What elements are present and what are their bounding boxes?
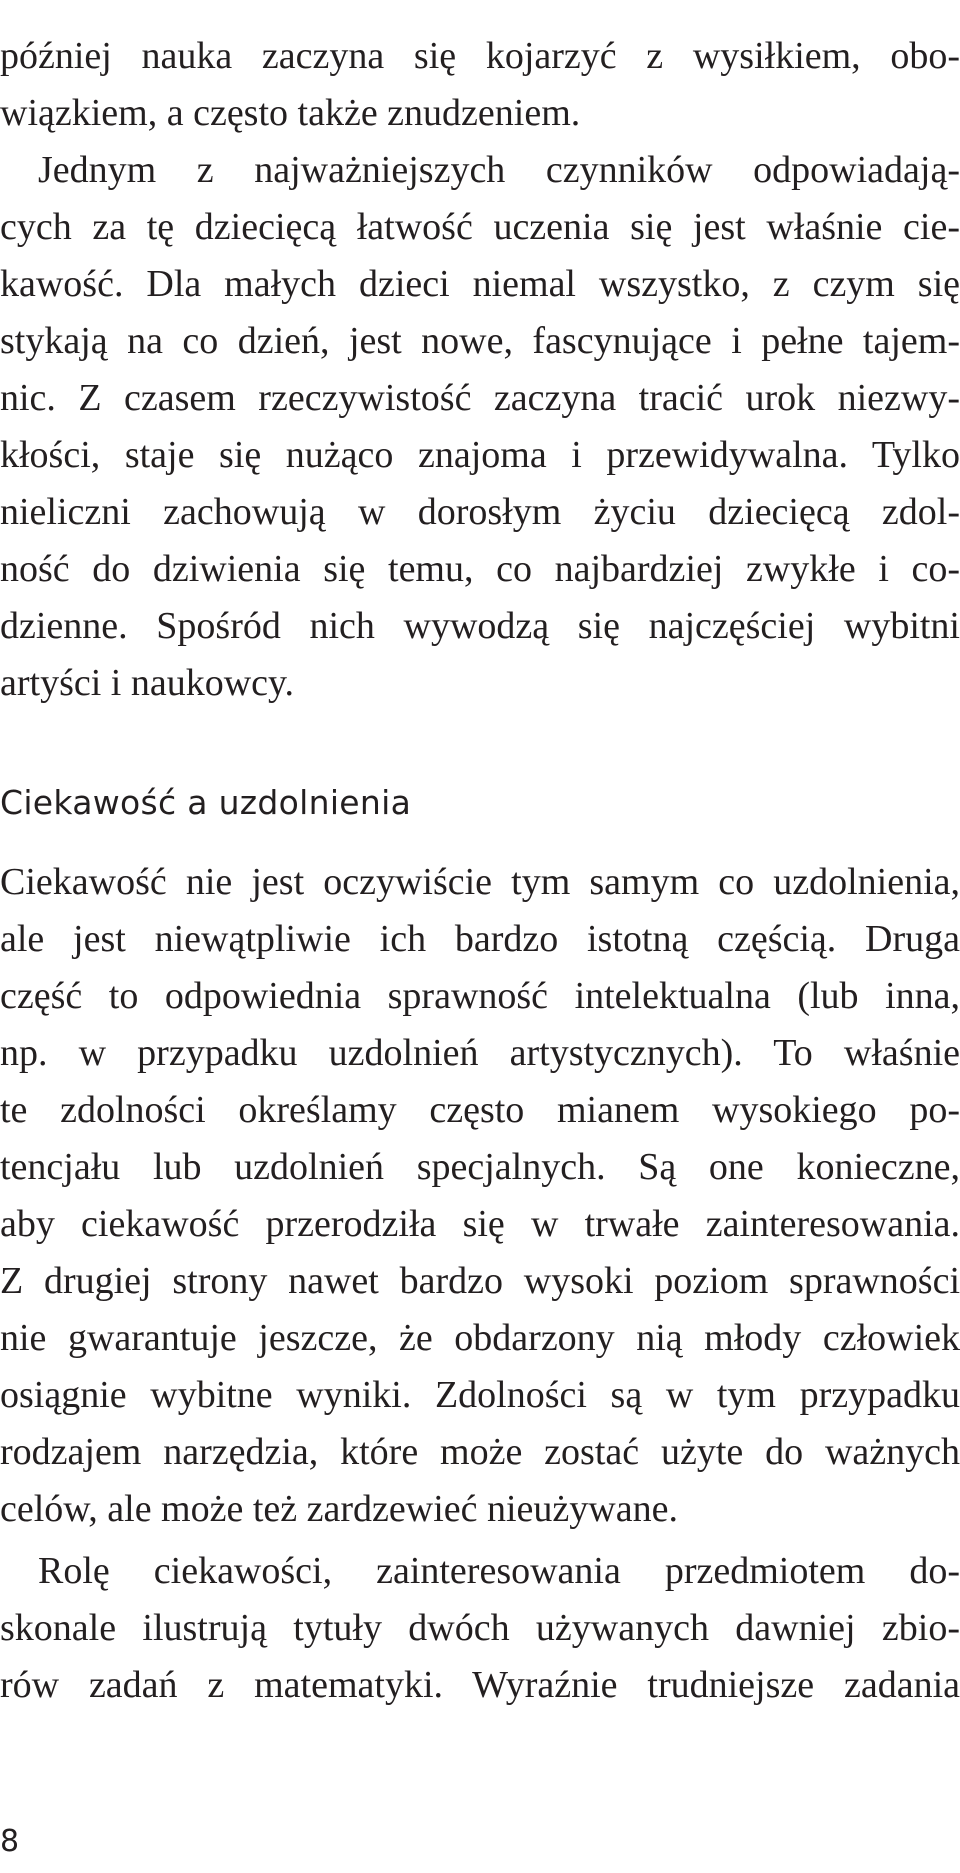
text-line: cych za tę dziecięcą łatwość uczenia się jest właśnie cie- — [0, 206, 960, 248]
text-line: wiązkiem, a często także znudzeniem. — [0, 92, 581, 134]
text-line: rów zadań z matematyki. Wyraźnie trudniejsze zadania — [0, 1664, 960, 1706]
text-line: Rolę ciekawości, zainteresowania przedmiotem do- — [38, 1550, 960, 1592]
paragraph-curiosity-childhood — [0, 28, 960, 712]
text-line: nieliczni zachowują w dorosłym życiu dziecięcą zdol- — [0, 491, 960, 533]
text-line: dzienne. Spośród nich wywodzą się najczęściej wybitni — [0, 605, 960, 647]
text-line: Ciekawość nie jest oczywiście tym samym co uzdolnienia, — [0, 861, 960, 903]
text-line: te zdolności określamy często mianem wysokiego po- — [0, 1089, 960, 1131]
text-line: artyści i naukowcy. — [0, 662, 295, 704]
text-line: aby ciekawość przerodziła się w trwałe zainteresowania. — [0, 1203, 960, 1245]
paragraph-curiosity-and-talent — [0, 854, 960, 1538]
text-line: później nauka zaczyna się kojarzyć z wysiłkiem, obo- — [0, 35, 960, 77]
text-line: celów, ale może też zardzewieć nieużywane. — [0, 1488, 678, 1530]
text-line: tencjału lub uzdolnień specjalnych. Są one konieczne, — [0, 1146, 960, 1188]
page-number: 8 — [0, 1824, 20, 1859]
text-line: ność do dziwienia się temu, co najbardziej zwykłe i co- — [0, 548, 960, 590]
text-line: Z drugiej strony nawet bardzo wysoki poziom sprawności — [0, 1260, 960, 1302]
section-heading: Ciekawość a uzdolnienia — [0, 783, 412, 822]
text-line: np. w przypadku uzdolnień artystycznych). To właśnie — [0, 1032, 960, 1074]
text-line: nic. Z czasem rzeczywistość zaczyna tracić urok niezwy- — [0, 377, 960, 419]
text-line: osiągnie wybitne wyniki. Zdolności są w tym przypadku — [0, 1374, 960, 1416]
text-line: ale jest niewątpliwie ich bardzo istotną częścią. Druga — [0, 918, 960, 960]
paragraph-math-problem-books — [0, 1543, 960, 1714]
text-line: Jednym z najważniejszych czynników odpowiadają- — [38, 149, 960, 191]
text-line: nie gwarantuje jeszcze, że obdarzony nią młody człowiek — [0, 1317, 960, 1359]
text-line: część to odpowiednia sprawność intelektualna (lub inna, — [0, 975, 960, 1017]
text-line: skonale ilustrują tytuły dwóch używanych dawniej zbio- — [0, 1607, 960, 1649]
text-line: kłości, staje się nużąco znajoma i przewidywalna. Tylko — [0, 434, 960, 476]
text-line: rodzajem narzędzia, które może zostać użyte do ważnych — [0, 1431, 960, 1473]
text-line: stykają na co dzień, jest nowe, fascynujące i pełne tajem- — [0, 320, 960, 362]
text-line: kawość. Dla małych dzieci niemal wszystko, z czym się — [0, 263, 960, 305]
